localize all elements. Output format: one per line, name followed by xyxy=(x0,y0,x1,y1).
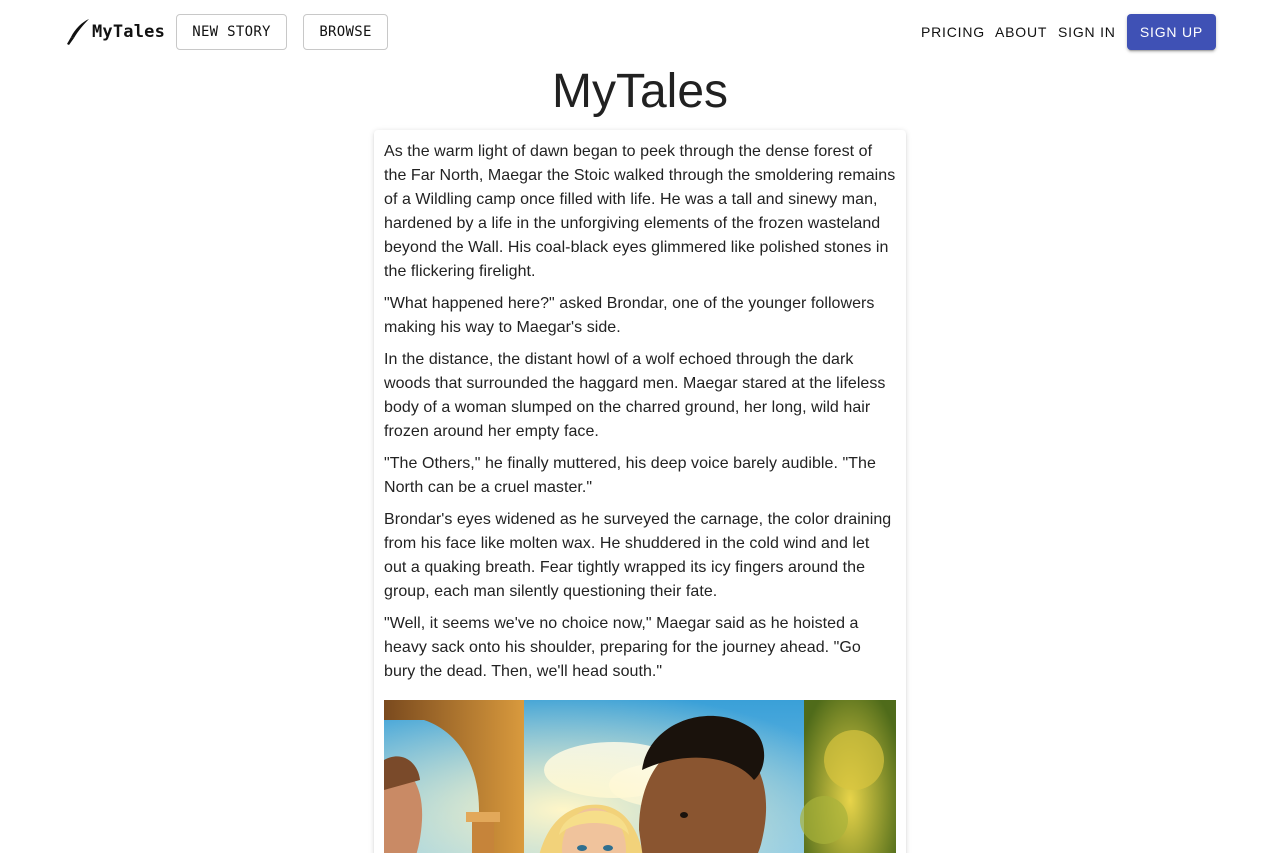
page-title: MyTales xyxy=(551,65,729,118)
story-text xyxy=(384,140,896,684)
browse-button[interactable]: BROWSE xyxy=(303,14,388,50)
story-paragraph: Brondar's eyes widened as he surveyed the carnage, the color draining from his face like molten wax. He shuddered in the cold wind and let out a quaking breath. Fear tightly wrapped its icy fingers around the group, each man silently questioning their fate. xyxy=(384,511,892,600)
sign-in-link[interactable]: SIGN IN xyxy=(1058,24,1116,40)
top-navbar xyxy=(0,0,1280,64)
story-paragraph: "The Others," he finally muttered, his deep voice barely audible. "The North can be a cruel master." xyxy=(384,455,876,496)
story-card xyxy=(374,130,906,853)
sign-up-button[interactable]: SIGN UP xyxy=(1127,14,1216,50)
story-illustration xyxy=(384,700,896,853)
about-link[interactable]: ABOUT xyxy=(995,24,1048,40)
quill-pen-icon xyxy=(64,17,92,47)
new-story-button[interactable]: NEW STORY xyxy=(176,14,287,50)
brand-logo-link[interactable] xyxy=(64,14,165,50)
pricing-link[interactable]: PRICING xyxy=(921,24,985,40)
story-paragraph: As the warm light of dawn began to peek through the dense forest of the Far North, Maegar the Stoic walked through the smoldering remains of a Wildling camp once filled with life. He was a tall and sinewy man, hardened by a life in the unforgiving elements of the frozen wasteland beyond the Wall. His coal-black eyes glimmered like polished stones in the flickering firelight. xyxy=(384,143,896,280)
story-paragraph: In the distance, the distant howl of a wolf echoed through the dark woods that surrounded the haggard men. Maegar stared at the lifeless body of a woman slumped on the charred ground, her long, wild hair frozen around her empty face. xyxy=(384,351,886,440)
story-paragraph: "Well, it seems we've no choice now," Maegar said as he hoisted a heavy sack onto his shoulder, preparing for the journey ahead. "Go bury the dead. Then, we'll head south." xyxy=(384,615,861,680)
brand-name: MyTales xyxy=(92,22,166,42)
story-paragraph: "What happened here?" asked Brondar, one of the younger followers making his way to Maegar's side. xyxy=(384,295,875,336)
